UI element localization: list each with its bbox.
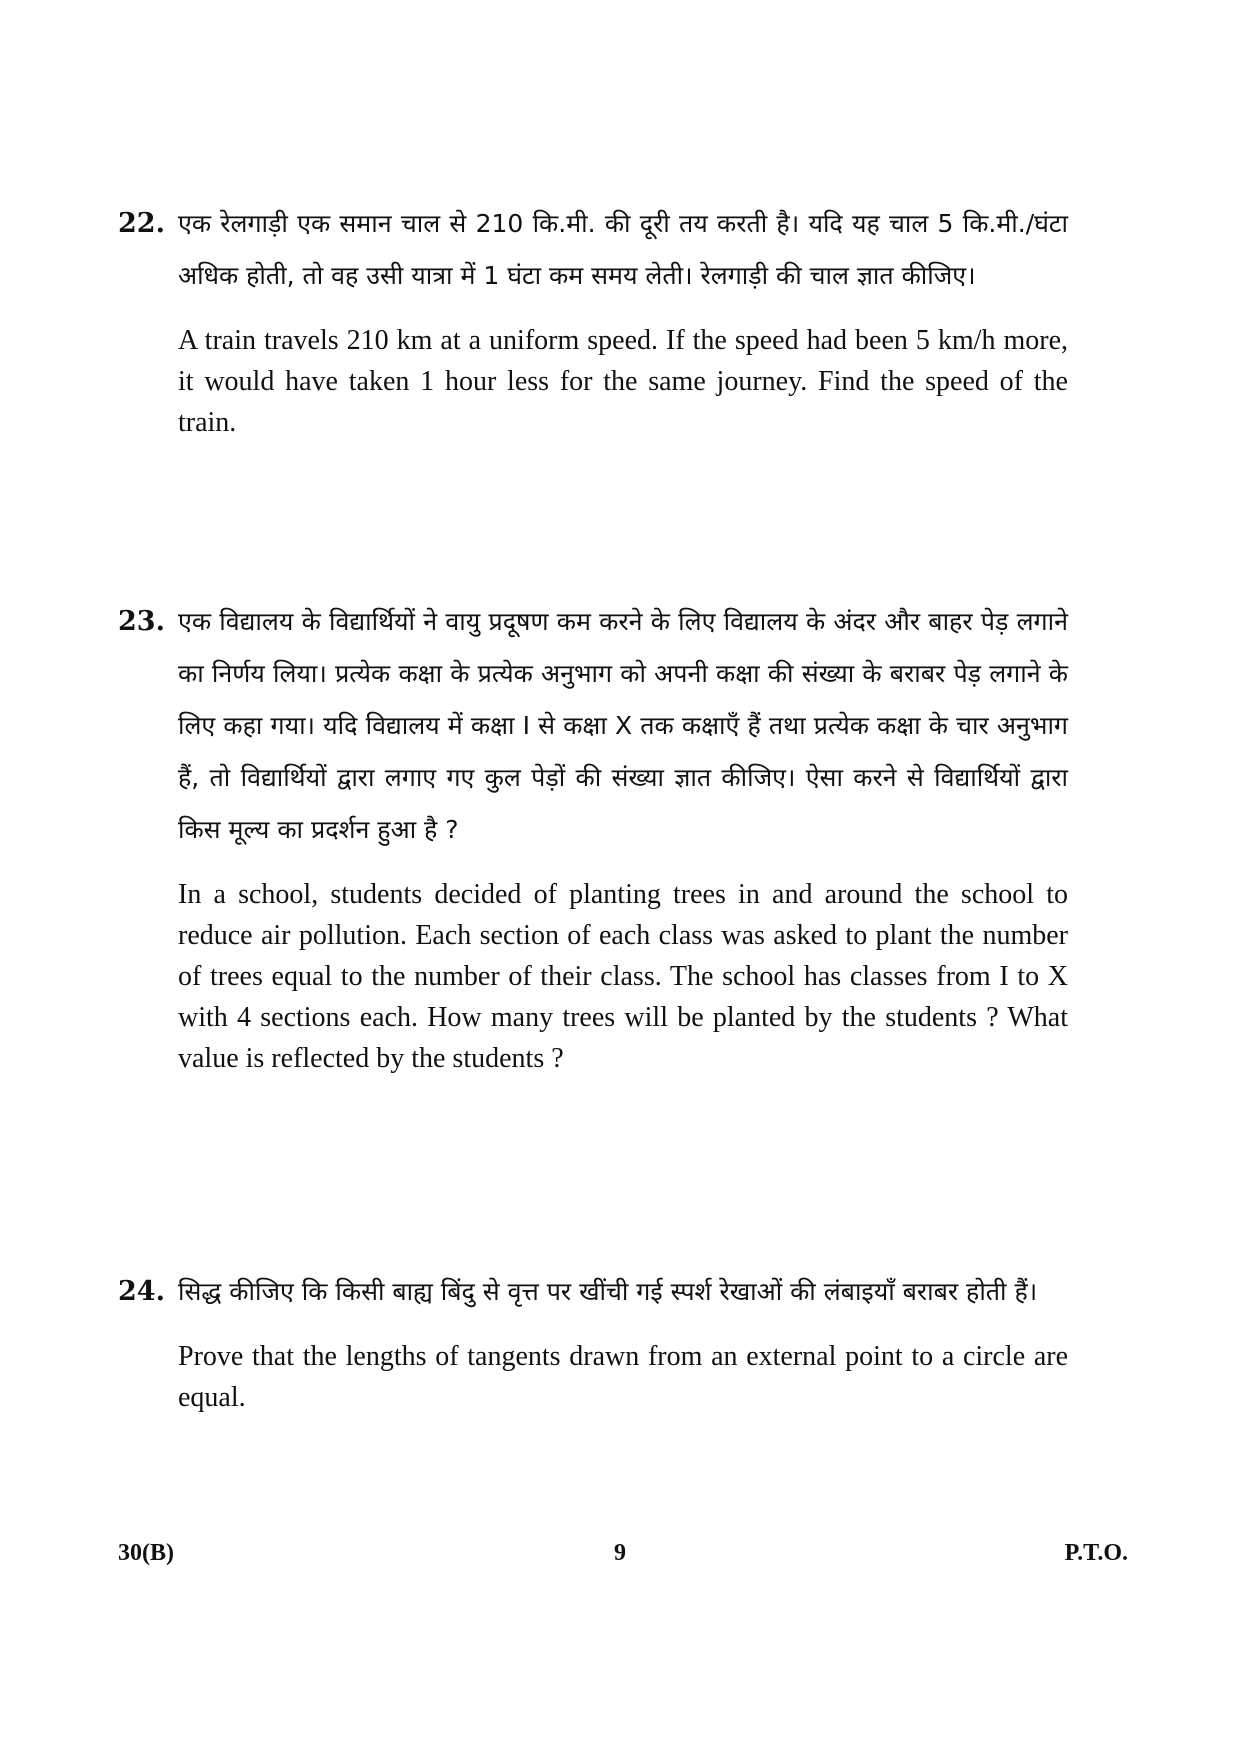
pto-label: P.T.O. <box>1064 1540 1128 1566</box>
question-text-hindi: एक विद्यालय के विद्यार्थियों ने वायु प्रदूषण कम करने के लिए विद्यालय के अंदर और बाहर पेड़ लगाने का निर्णय लिया। प्रत्येक कक्षा के प्रत्येक अनुभाग को अपनी कक्षा की संख्या के बराबर पेड़ लगाने के लिए कहा गया। यदि विद्यालय में कक्षा I से कक्षा X तक कक्षाएँ हैं तथा प्रत्येक कक्षा के चार अनुभाग हैं, तो विद्यार्थियों द्वारा लगाए गए कुल पेड़ों की संख्या ज्ञात कीजिए। ऐसा करने से विद्यार्थियों द्वारा किस मूल्य का प्रदर्शन हुआ है ? <box>178 607 1068 844</box>
question-text-hindi: सिद्ध कीजिए कि किसी बाह्य बिंदु से वृत्त पर खींची गई स्पर्श रेखाओं की लंबाइयाँ बराबर होती हैं। <box>178 1277 1038 1306</box>
question-text-english: Prove that the lengths of tangents drawn from an external point to a circle are equal. <box>178 1341 1068 1413</box>
question-24 <box>118 1266 1068 1418</box>
question-text-english: A train travels 210 km at a uniform speed. If the speed had been 5 km/h more, it would have taken 1 hour less for the same journey. Find the speed of the train. <box>178 325 1068 438</box>
question-number: 24. <box>118 1276 165 1307</box>
question-text-english: In a school, students decided of planting trees in and around the school to reduce air pollution. Each section of each class was asked to plant the number of trees equal to the number of their class. The school has classes from I to X with 4 sections each. How many trees will be planted by the students ? What value is reflected by the students ? <box>178 879 1068 1074</box>
page-number: 9 <box>614 1540 626 1566</box>
question-number: 23. <box>118 606 165 637</box>
question-text-hindi: एक रेलगाड़ी एक समान चाल से 210 कि.मी. की दूरी तय करती है। यदि यह चाल 5 कि.मी./घंटा अधिक होती, तो वह उसी यात्रा में 1 घंटा कम समय लेती। रेलगाड़ी की चाल ज्ञात कीजिए। <box>178 209 1068 290</box>
paper-code: 30(B) <box>118 1540 174 1566</box>
question-22 <box>118 198 1068 443</box>
question-23 <box>118 596 1068 1079</box>
question-number: 22. <box>118 208 165 239</box>
